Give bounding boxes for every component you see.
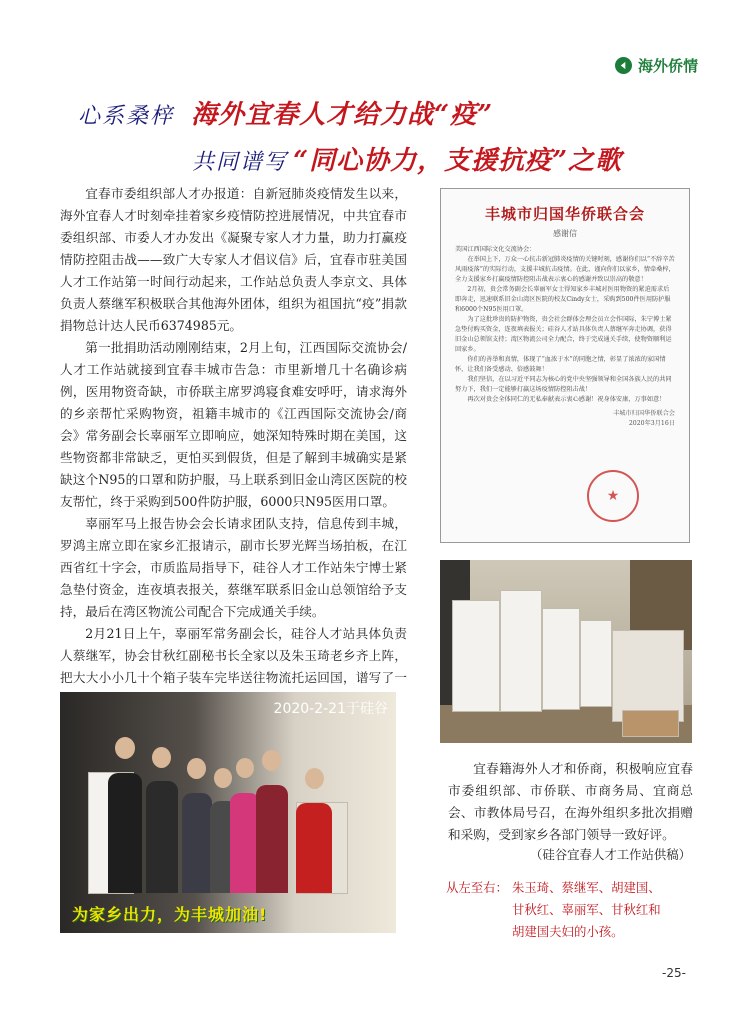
body-paragraph: 宜春市委组织部人才办报道：自新冠肺炎疫情发生以来，海外宜春人才时刻牵挂着家乡疫情防控进展情况，中共宜春市委组织部、市委人才办发出《凝聚专家人才力量，助力打赢疫情防控阻击战——致广大专家人才倡议信》后，宜春市驻美国人才工作站第一时间行动起来，工作站总负责人李京文、具体负责人蔡继军积极联合其他海外团体，组织为祖国抗“疫”捐款捐物总计达人民币6374985元。 [60, 186, 407, 333]
page-number: -25- [662, 966, 686, 980]
letter-title: 丰城市归国华侨联合会 [484, 205, 645, 223]
letter-salutation: 美国江西国际文化交流协会： [455, 246, 536, 253]
caption-line: 甘秋红、辜丽军、甘秋红和 [512, 902, 661, 917]
official-seal [587, 470, 639, 522]
headline-line2-prefix: 共同谱写 [192, 150, 289, 175]
letter-paragraph: 你们的善举和真情，体现了“血浓于水”的同胞之情，彰显了浓浓的家国情怀，让我们备受感动、倍感鼓舞！ [455, 356, 666, 373]
play-arrow-icon [615, 57, 632, 74]
body-paragraph: 2月21日上午，辜丽军常务副会长，硅谷人才站具体负责人蔡继军，协会甘秋红副秘书长全家以及朱玉琦老乡齐上阵，把大大小小几十个箱子装车完毕送往物流托运回国，谱写了一 [60, 626, 407, 685]
right-column-text [448, 758, 693, 846]
headline-line1 [78, 94, 493, 131]
headline-line1-prefix: 心系桑梓 [78, 104, 175, 129]
letter-paragraph: 2月初，贵会常务副会长辜丽军女士得知家乡丰城对医用物资的紧迫需求后即奔走，迅速联系旧金山湾区医院的校友Cindy女士，采购到500件医用防护服和6000个N95医用口罩。 [455, 286, 671, 313]
thank-you-letter [440, 188, 690, 543]
group-photo [60, 692, 396, 933]
photo-caption [446, 877, 696, 943]
headline-line2-main: “同心协力，支援抗疫”之歌 [293, 146, 623, 176]
letter-paragraph: 我们坚信，在以习近平同志为核心的党中央坚强领导和全国各族人民的共同努力下，我们一定能够打赢这场疫情防控阻击战！ [455, 376, 672, 393]
headline-line1-main: 海外宜春人才给力战“疫” [191, 100, 494, 130]
article-body [60, 183, 407, 711]
right-paragraph: 宜春籍海外人才和侨商，积极响应宜春市委组织部、市侨联、市商务局、宜商总会、市教体局号召，在海外组织多批次捐赠和采购，受到家乡各部门领导一致好评。 [448, 761, 693, 842]
section-tag-label: 海外侨情 [637, 57, 698, 75]
letter-paragraph: 为了这批珍贵的防护物资，贵会社会群体会理会员立会作国际，朱宁博士紧急垫付购买资金，连夜填表报关；硅谷人才站具体负责人蔡继军奔走协调，获得旧金山总领馆支持；湾区物流公司全力配合，终于完成通关手续，使物资顺利运回家乡。 [455, 316, 672, 353]
caption-line: 朱玉琦、蔡继军、胡建国、 [512, 880, 661, 895]
letter-paragraph: 再次对贵会全体同仁的无私奉献表示衷心感谢！祝身体安康，万事如意！ [467, 396, 666, 403]
photo-slogan: 为家乡出力，为丰城加油! [72, 905, 268, 924]
headline-line2 [192, 140, 622, 177]
letter-paragraph: 在举国上下，万众一心抗击新冠肺炎疫情的关键时刻，感谢你们以“不辞辛苦 风雨疫落”的实际行动，支援丰城抗击疫情。在此，谨向你们以家乡，情牵桑梓，全力支援家乡打赢疫情防控阻击战表示衷心的感谢并致以崇高的敬意！ [455, 256, 675, 283]
letter-body [455, 245, 675, 405]
caption-label: 从左至右： [446, 880, 508, 895]
boxes-photo [440, 560, 692, 743]
section-tag [615, 55, 698, 76]
caption-line: 胡建国夫妇的小孩。 [512, 924, 624, 939]
photo-date-stamp: 2020-2-21于硅谷 [273, 701, 388, 717]
letter-footer [455, 409, 675, 429]
body-paragraph: 辜丽军马上报告协会会长请求团队支持，信息传到丰城，罗鸿主席立即在家乡汇报请示，副市长罗光辉当场拍板，在江西省红十字会，市质监局指导下，硅谷人才工作站朱宁博士紧急垫付资金，连夜填表报关，蔡继军联系旧金山总领馆给予支持，最后在湾区物流公司配合下完成通关手续。 [60, 516, 407, 619]
body-paragraph: 第一批捐助活动刚刚结束，2月上旬，江西国际交流协会/人才工作站就接到宜春丰城市告急：市里新增几十名确诊病例，医用物资奇缺，市侨联主席罗鸿寝食难安呼吁，请求海外的乡亲帮忙采购物资，祖籍丰城市的《江西国际交流协会/商会》常务副会长辜丽军立即响应，她深知特殊时期在美国，这些物资都非常缺乏，更怕买到假货，但是了解到丰城确实是紧缺这个N95的口罩和防护服，马上联系到旧金山湾区医院的校友帮忙，终于采购到500件防护服，6000只N95医用口罩。 [60, 340, 407, 509]
source-credit: （硅谷宜春人才工作站供稿） [530, 847, 692, 862]
letter-subtitle: 感谢信 [553, 229, 577, 238]
letter-date: 2020年3月16日 [628, 420, 675, 427]
letter-sign: 丰城市归国华侨联合会 [613, 410, 675, 417]
